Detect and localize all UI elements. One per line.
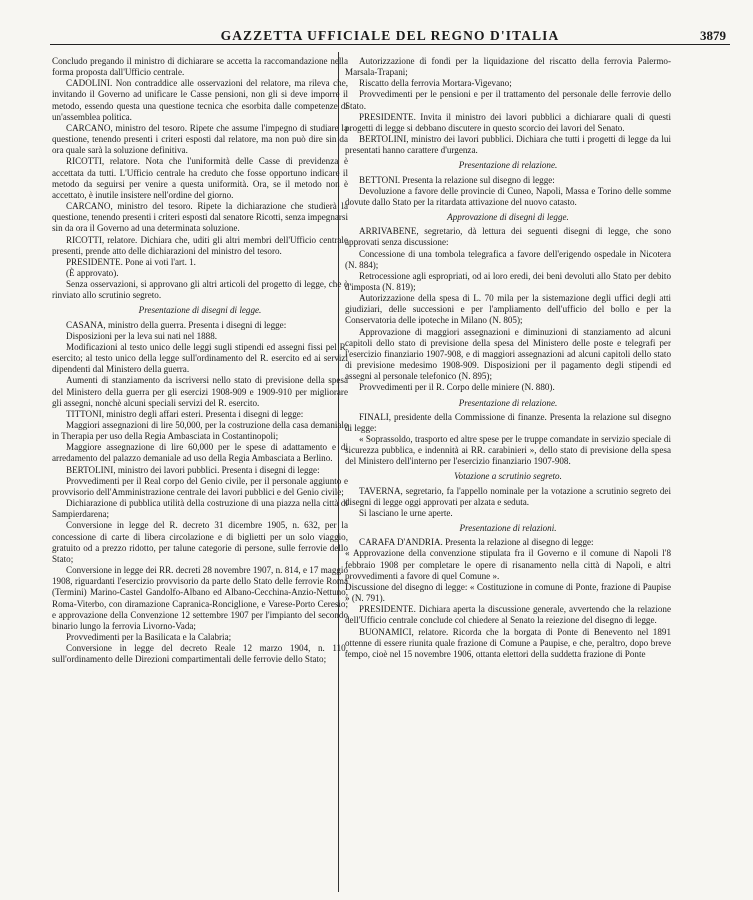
- paragraph: Modificazioni al testo unico delle leggi sugli stipendi ed assegni fissi pel R. esercito; al testo unico della legge sull'ordinamento del R. esercito ed ai servizi dipendenti dal Ministero della guerra.: [52, 341, 348, 375]
- section-heading: Votazione a scrutinio segreto.: [454, 471, 562, 482]
- paragraph: ARRIVABENE, segretario, dà lettura dei seguenti disegni di legge, che sono approvati senza discussione:: [345, 226, 671, 248]
- paragraph: TAVERNA, segretario, fa l'appello nominale per la votazione a scrutinio segreto dei disegni di legge oggi approvati per alzata e seduta.: [345, 485, 671, 507]
- paragraph: Disposizioni per la leva sui nati nel 1888.: [66, 330, 218, 341]
- paragraph: BETTONI. Presenta la relazione sul disegno di legge:: [359, 174, 555, 185]
- paragraph: Dichiarazione di pubblica utilità della costruzione di una piazza nella città di Sampierdarena;: [52, 498, 348, 520]
- paragraph: Si lasciano le urne aperte.: [359, 507, 453, 518]
- paragraph: Retrocessione agli espropriati, od ai loro eredi, dei beni devoluti allo Stato per debito d'imposta (N. 819);: [345, 270, 671, 292]
- paragraph: PRESIDENTE. Pone ai voti l'art. 1.: [66, 256, 196, 267]
- paragraph: RICOTTI, relatore. Nota che l'uniformità delle Casse di previdenza è accettata da tutti. L'Ufficio centrale ha creduto che fosse opportuno indicare il metodo da seguirsi per venire a questa uniformità. Ora, se il metodo non è accettato, è inutile insistere nell'ordine del giorno.: [52, 156, 348, 200]
- section-heading: Approvazione di disegni di legge.: [447, 212, 569, 223]
- paragraph: Autorizzazione della spesa di L. 70 mila per la sistemazione degli uffici degli atti giudiziari, delle successioni e per l'ampliamento dell'ufficio del bollo e per la Conservatoria delle ipoteche in Milano (N. 805);: [345, 293, 671, 326]
- section-heading: Presentazione di relazione.: [458, 397, 558, 408]
- paragraph: PRESIDENTE. Invita il ministro dei lavori pubblici a dichiarare quali di questi progetti di legge si debbano discutere in questo scorcio dei lavori del Senato.: [345, 111, 671, 133]
- section-heading: Presentazione di relazioni.: [459, 523, 557, 534]
- paragraph: PRESIDENTE. Dichiara aperta la discussione generale, avvertendo che la relazione dell'Ufficio centrale conclude col chiedere al Senato la reiezione del disegno di legge.: [345, 604, 671, 626]
- paragraph: Provvedimenti per le pensioni e per il trattamento del personale delle ferrovie dello Stato.: [345, 89, 671, 111]
- paragraph: TITTONI, ministro degli affari esteri. Presenta i disegni di legge:: [66, 408, 304, 419]
- paragraph: Provvedimenti per il Real corpo del Genio civile, per il personale aggiunto e provvisorio dell'Amministrazione centrale dei lavori pubblici e del Genio civile;: [52, 475, 348, 497]
- paragraph: CARCANO, ministro del tesoro. Ripete che assume l'impegno di studiare la questione, tenendo presenti i criteri esposti dal relatore, ma non può dire sin da ora quale sarà la soluzione definitiva.: [52, 122, 348, 156]
- paragraph: CASANA, ministro della guerra. Presenta i disegni di legge:: [66, 319, 287, 330]
- paragraph: Maggiori assegnazioni di lire 50,000, per la costruzione della casa demaniale in Therapia per uso della Regia Ambasciata in Costantinopoli;: [52, 420, 348, 442]
- paragraph: Senza osservazioni, si approvano gli altri articoli del progetto di legge, che è rinviato allo scrutinio segreto.: [52, 279, 348, 301]
- paragraph: Provvedimenti per la Basilicata e la Calabria;: [66, 631, 232, 642]
- section-heading: Presentazione di relazione.: [458, 160, 558, 171]
- paragraph: BERTOLINI, ministro dei lavori pubblici. Dichiara che tutti i progetti di legge da lui presentati hanno carattere d'urgenza.: [345, 134, 671, 156]
- paragraph: Conversione in legge dei RR. decreti 28 novembre 1907, n. 814, e 17 maggio 1908, riguardanti l'esercizio provvisorio da parte dello Stato delle ferrovie Roma (Termini) Marino-Castel Gandolfo-Albano ed Albano-Cecchina-Anzio-Nettuno, Roma-Viterbo, con diramazione Capranica-Ronciglione, e Varese-Porto Ceresio; e approvazione della Convenzione 12 settembre 1907 per l'impianto del secondo binario lungo la ferrovia Livorno-Vada;: [52, 565, 348, 631]
- paragraph: Aumenti di stanziamento da iscriversi nello stato di previsione della spesa del Ministero della guerra per gli esercizi 1908-909 e 1909-910 per migliorare gli assegni, nonchè alcuni speciali servizi del R. esercito.: [52, 375, 348, 408]
- page-header: [50, 22, 730, 45]
- paragraph: CADOLINI. Non contraddice alle osservazioni del relatore, ma rileva che, invitando il Governo ad unificare le Casse pensioni, non gli si deve imporre il metodo, essendo questa una questione tecnica che esorbita dalle competenze di un'assemblea politica.: [52, 78, 348, 122]
- paragraph: Maggiore assegnazione di lire 60,000 per le spese di adattamento e di arredamento del palazzo demaniale ad uso della Regia Ambasciata a Berlino.: [52, 442, 348, 464]
- paragraph: Concludo pregando il ministro di dichiarare se accetta la raccomandazione nella forma proposta dall'Ufficio centrale.: [52, 56, 348, 78]
- page-number: 3879: [700, 28, 726, 43]
- paragraph: Provvedimenti per il R. Corpo delle miniere (N. 880).: [359, 382, 555, 393]
- section-heading: Presentazione di disegni di legge.: [138, 305, 262, 316]
- paragraph: CARCANO, ministro del tesoro. Ripete la dichiarazione che studierà la questione, tenendo presenti i criteri esposti dal senatore Ricotti, senza impegnarsi sin da ora il Governo ad una determinata soluzione.: [52, 201, 348, 234]
- newspaper-title: GAZZETTA UFFICIALE DEL REGNO D'ITALIA: [220, 28, 560, 43]
- paragraph: CARAFA D'ANDRIA. Presenta la relazione al disegno di legge:: [359, 537, 594, 548]
- paragraph: « Soprassoldo, trasporto ed altre spese per le truppe comandate in servizio speciale di sicurezza pubblica, e indennità ai RR. carabinieri », dello stato di previsione della spesa del Ministero dell'interno per l'esercizio finanziario 1907-908.: [345, 434, 671, 467]
- paragraph: Concessione di una tombola telegrafica a favore dell'erigendo ospedale in Nicotera (N. 884);: [345, 248, 671, 270]
- paragraph: Discussione del disegno di legge: « Costituzione in comune di Ponte, frazione di Paupise » (N. 791).: [345, 581, 671, 604]
- paragraph: RICOTTI, relatore. Dichiara che, uditi gli altri membri dell'Ufficio centrale presenti, prende atto delle dichiarazioni del ministro del tesoro.: [52, 234, 348, 256]
- paragraph: Riscatto della ferrovia Mortara-Vigevano;: [359, 78, 512, 89]
- paragraph: « Approvazione della convenzione stipulata fra il Governo e il comune di Napoli l'8 febbraio 1908 per completare le opere di risanamento nella città di Napoli, e altri provvedimenti a favore di quel Comune ».: [345, 548, 671, 581]
- left-column: [52, 56, 348, 891]
- paragraph: FINALI, presidente della Commissione di finanze. Presenta la relazione sul disegno di legge:: [345, 411, 671, 433]
- right-column: [345, 56, 671, 891]
- paragraph: Conversione in legge del R. decreto 31 dicembre 1905, n. 632, per la concessione di carte di libera circolazione e di biglietti per un solo viaggio, gratuito od a prezzo ridotto, per talune categorie di persone, sulle ferrovie dello Stato;: [52, 520, 348, 564]
- paragraph: BUONAMICI, relatore. Ricorda che la borgata di Ponte di Benevento nel 1891 ottenne di essere riunita quale frazione di Comune a Paupise, e che, peraltro, dopo breve tempo, cioè nel 15 novembre 1906, ottanta elettori della suddetta frazione di Ponte: [345, 626, 671, 659]
- paragraph: Conversione in legge del decreto Reale 12 marzo 1904, n. 110, sull'ordinamento delle Direzioni compartimentali delle ferrovie dello Stato;: [52, 643, 348, 665]
- paragraph: (È approvato).: [66, 267, 119, 278]
- paragraph: Approvazione di maggiori assegnazioni e diminuzioni di stanziamento ad alcuni capitoli dello stato di previsione della spesa del Ministero delle poste e telegrafi per l'esercizio finanziario 1907-908, e di maggiori assegnazioni ad alcuni capitoli dello stato di previsione medesimo 1908-909. Disposizioni per il pagamento degli stipendi ed assegni al personale telefonico (N. 895);: [345, 326, 671, 382]
- paragraph: Autorizzazione di fondi per la liquidazione del riscatto della ferrovia Palermo-Marsala-Trapani;: [345, 56, 671, 78]
- paragraph: Devoluzione a favore delle provincie di Cuneo, Napoli, Massa e Torino delle somme dovute dallo Stato per la ritardata attivazione del nuovo catasto.: [345, 185, 671, 207]
- paragraph: BERTOLINI, ministro dei lavori pubblici. Presenta i disegni di legge:: [66, 464, 320, 475]
